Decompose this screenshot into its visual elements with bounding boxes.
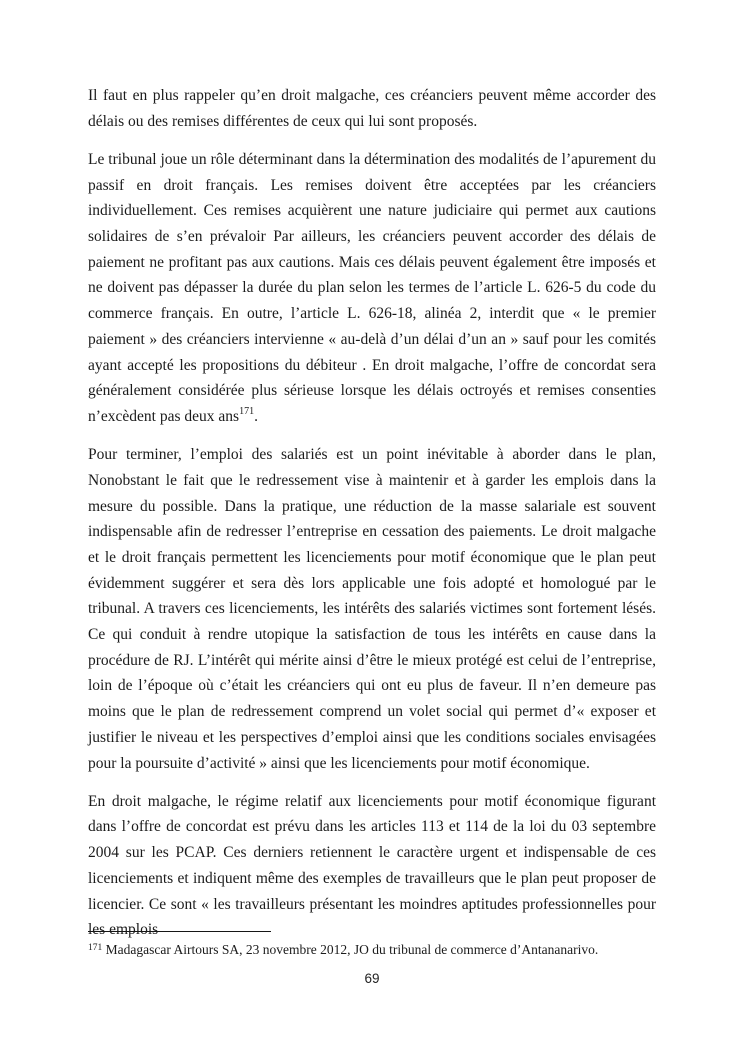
footnote-171 [88, 941, 656, 958]
paragraph-2-tail: . [254, 407, 258, 425]
footnote-area [88, 931, 656, 958]
paragraph-2-text: Le tribunal joue un rôle déterminant dans la détermination des modalités de l’apurement du passif en droit français. Les remises doivent être acceptées par les créanciers individuellement. Ces remises acquièrent une nature judiciaire qui permet aux cautions solidaires de s’en prévaloir Par ailleurs, les créanciers peuvent accorder des délais de paiement ne profitant pas aux cautions. Mais ces délais peuvent également être imposés et ne doivent pas dépasser la durée du plan selon les termes de l’article L. 626-5 du code du commerce français. En outre, l’article L. 626-18, alinéa 2, interdit que « le premier paiement » des créanciers intervienne « au-delà d’un délai d’un an » sauf pour les comités ayant accepté les propositions du débiteur . En droit malgache, l’offre de concordat sera généralement considérée plus sérieuse lorsque les délais octroyés et remises consenties n’excèdent pas deux ans [88, 150, 656, 425]
footnote-reference-marker: 171 [239, 406, 255, 418]
footnote-separator-rule [88, 931, 271, 932]
paragraph-4: En droit malgache, le régime relatif aux licenciements pour motif économique figurant dans l’offre de concordat est prévu dans les articles 113 et 114 de la loi du 03 septembre 2004 sur les PCAP. Ces derniers retiennent le caractère urgent et indispensable de ces licenciements et indiquent même des exemples de travailleurs que le plan peut proposer de licencier. Ce sont « les travailleurs présentant les moindres aptitudes professionnelles pour les emplois [88, 792, 656, 939]
footnote-number: 171 [88, 942, 103, 953]
page-number: 69 [364, 971, 380, 986]
paragraph-3: Pour terminer, l’emploi des salariés est un point inévitable à aborder dans le plan, Nonobstant le fait que le redressement vise à maintenir et à garder les emplois dans la mesure du possible. Dans la pratique, une réduction de la masse salariale est souvent indispensable afin de redresser l’entreprise en cessation des paiements. Le droit malgache et le droit français permettent les licenciements pour motif économique que le plan peut évidemment suggérer et sera dès lors applicable une fois adopté et homologué par le tribunal. A travers ces licenciements, les intérêts des salariés victimes sont fortement lésés. Ce qui conduit à rendre utopique la satisfaction de tous les intérêts en cause dans la procédure de RJ. L’intérêt qui mérite ainsi d’être le mieux protégé est celui de l’entreprise, loin de l’époque où c’était les créanciers qui ont eu plus de faveur. Il n’en demeure pas moins que le plan de redressement comprend un volet social qui permet d’« exposer et justifier le niveau et les perspectives d’emploi ainsi que les conditions sociales envisagées pour la poursuite d’activité » ainsi que les licenciements pour motif économique. [88, 446, 656, 772]
paragraph-1: Il faut en plus rappeler qu’en droit malgache, ces créanciers peuvent même accorder des délais ou des remises différentes de ceux qui lui sont proposés. [88, 87, 656, 130]
footnote-text: Madagascar Airtours SA, 23 novembre 2012, JO du tribunal de commerce d’Antananarivo. [105, 942, 599, 957]
paragraph-2 [88, 147, 656, 430]
document-body [88, 83, 656, 956]
